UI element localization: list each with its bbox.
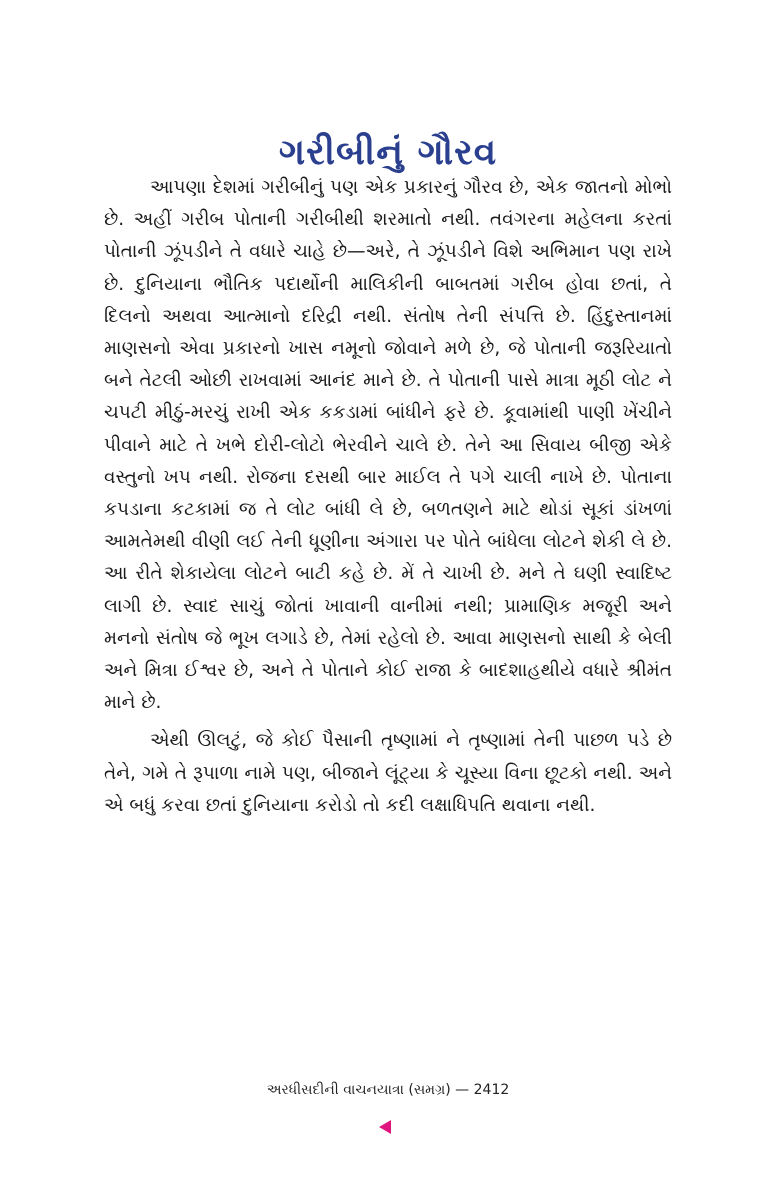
paragraph-1: આપણા દેશમાં ગરીબીનું પણ એક પ્રકારનું ગૌરવ છે, એક જાતનો મોભો છે. અહીં ગરીબ પોતાની ગરીબીથી શરમાતો નથી. તવંગરના મહેલના કરતાં પોતાની ઝૂંપડીને તે વધારે ચાહે છે—અરે, તે ઝૂંપડીને વિશે અભિમાન પણ રાખે છે. દુનિયાના ભૌતિક પદાર્થોની માલિકીની બાબતમાં ગરીબ હોવા છતાં, તે દિલનો અથવા આત્માનો દરિદ્રી નથી. સંતોષ તેની સંપત્તિ છે. હિંદુસ્તાનમાં માણસનો એવા પ્રકારનો ખાસ નમૂનો જોવાને મળે છે, જે પોતાની જરૂરિયાતો બને તેટલી ઓછી રાખવામાં આનંદ માને છે. તે પોતાની પાસે માત્રા મૂઠી લોટ ને ચપટી મીઠું-મરચું રાખી એક કકડામાં બાંધીને ફરે છે. કૂવામાંથી પાણી ખેંચીને પીવાને માટે તે ખભે દોરી-લોટો ભેરવીને ચાલે છે. તેને આ સિવાય બીજી એકે વસ્તુનો ખપ નથી. રોજના દસથી બાર માઈલ તે પગે ચાલી નાખે છે. પોતાના કપડાના કટકામાં જ તે લોટ બાંધી લે છે, બળતણને માટે થોડાં સૂકાં ડાંખળાં આમતેમથી વીણી લઈ તેની ધૂણીના અંગારા પર પોતે બાંધેલા લોટને શેકી લે છે. આ રીતે શેકાયેલા લોટને બાટી કહે છે. મેં તે ચાખી છે. મને તે ઘણી સ્વાદિષ્ટ લાગી છે. સ્વાદ સાચું જોતાં ખાવાની વાનીમાં નથી; પ્રામાણિક મજૂરી અને મનનો સંતોષ જે ભૂખ લગાડે છે, તેમાં રહેલો છે. આવા માણસનો સાથી કે બેલી અને મિત્રા ઈશ્વર છે, અને તે પોતાને કોઈ રાજા કે બાદશાહથીયે વધારે શ્રીમંત માને છે. (104, 177, 672, 714)
page-footer: અરધીસદીની વાચનયાત્રા (સમગ્ર) — 2412 (266, 1082, 510, 1098)
article-body (104, 172, 672, 822)
previous-page-arrow-icon[interactable] (379, 1120, 391, 1134)
paragraph-2: એથી ઊલટું, જે કોઈ પૈસાની તૃષ્ણામાં ને તૃષ્ણામાં તેની પાછળ પડે છે તેને, ગમે તે રૂપાળા નામે પણ, બીજાને લૂંટ્યા કે ચૂસ્યા વિના છૂટકો નથી. અને એ બધું કરવા છતાં દુનિયાના કરોડો તો કદી લક્ષાધિપતિ થવાના નથી. (104, 730, 672, 816)
page-title: ગરીબીનું ગૌરવ (278, 132, 498, 174)
